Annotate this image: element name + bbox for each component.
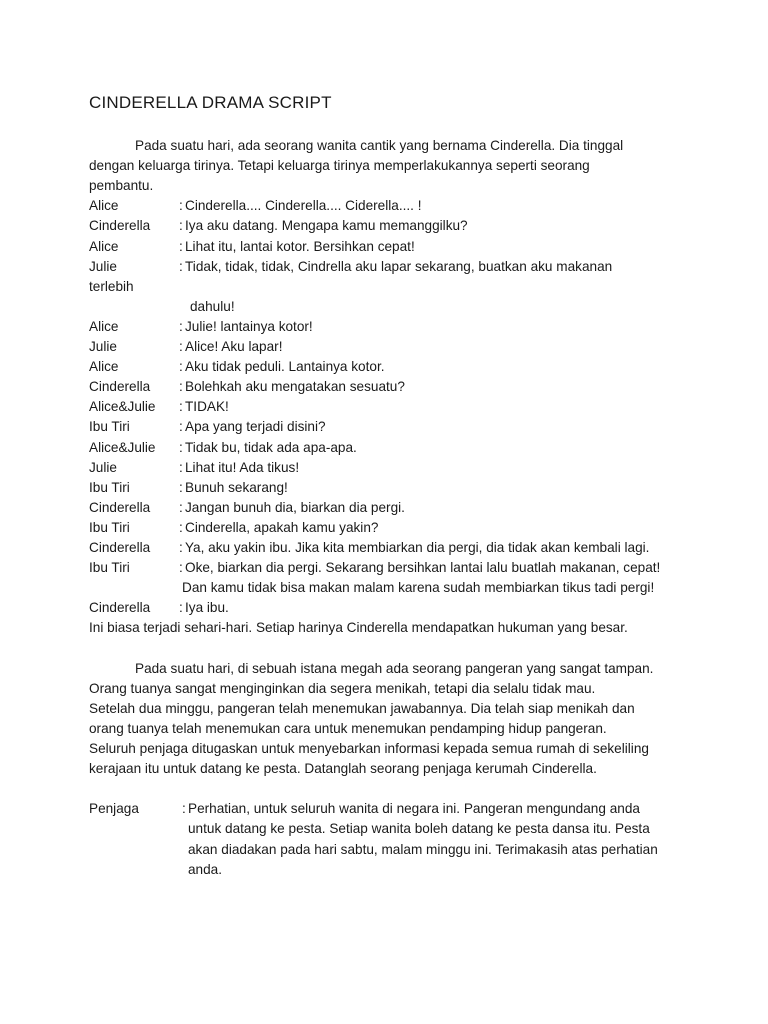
narration-line: Seluruh penjaga ditugaskan untuk menyebarkan informasi kepada semua rumah di sekeliling bbox=[89, 741, 649, 756]
speaker-name: Ibu Tiri bbox=[89, 560, 130, 576]
dialogue-continuation: dahulu! bbox=[190, 298, 235, 314]
colon-separator: : bbox=[179, 218, 183, 234]
colon-separator: : bbox=[179, 519, 183, 535]
dialogue-line: TIDAK! bbox=[185, 399, 229, 415]
narration-line: Orang tuanya sangat menginginkan dia segera menikah, tetapi dia selalu tidak mau. bbox=[89, 680, 596, 696]
dialogue-line: Iya ibu. bbox=[185, 600, 229, 616]
colon-separator: : bbox=[179, 238, 183, 254]
speaker-name: Julie bbox=[89, 459, 117, 475]
narration-line: orang tuanya telah menemukan cara untuk menemukan pendamping hidup pangeran. bbox=[89, 720, 607, 736]
colon-separator: : bbox=[182, 801, 186, 817]
narration-line: kerajaan itu untuk datang ke pesta. Datanglah seorang penjaga kerumah Cinderella. bbox=[89, 761, 597, 777]
speaker-name: Alice bbox=[89, 318, 119, 334]
speaker-name: Ibu Tiri bbox=[89, 419, 130, 435]
colon-separator: : bbox=[179, 499, 183, 515]
dialogue-line: Cinderella.... Cinderella.... Ciderella.... ! bbox=[185, 198, 422, 214]
speaker-name: Alice&Julie bbox=[89, 399, 156, 415]
speaker-name: Alice bbox=[89, 198, 119, 214]
dialogue-line: Oke, biarkan dia pergi. Sekarang bersihkan lantai lalu buatlah makanan, cepat! bbox=[185, 560, 661, 576]
dialogue-line: Ya, aku yakin ibu. Jika kita membiarkan dia pergi, dia tidak akan kembali lagi. bbox=[185, 540, 650, 555]
colon-separator: : bbox=[179, 540, 183, 555]
intro-line: pembantu. bbox=[89, 178, 154, 194]
narration-line: Setelah dua minggu, pangeran telah menemukan jawabannya. Dia telah siap menikah dan bbox=[89, 700, 635, 716]
colon-separator: : bbox=[179, 560, 183, 576]
colon-separator: : bbox=[179, 258, 183, 274]
colon-separator: : bbox=[179, 399, 183, 415]
speaker-name: Ibu Tiri bbox=[89, 479, 130, 495]
colon-separator: : bbox=[179, 459, 183, 475]
dialogue-line: Aku tidak peduli. Lantainya kotor. bbox=[185, 359, 385, 375]
speaker-name: Julie bbox=[89, 339, 117, 354]
colon-separator: : bbox=[179, 359, 183, 375]
speaker-name: Cinderella bbox=[89, 540, 151, 555]
speaker-name: Cinderella bbox=[89, 600, 151, 616]
colon-separator: : bbox=[179, 419, 183, 435]
dialogue-line: Tidak bu, tidak ada apa-apa. bbox=[185, 439, 357, 455]
colon-separator: : bbox=[179, 198, 183, 214]
speaker-name: Cinderella bbox=[89, 499, 151, 515]
dialogue-line: Lihat itu! Ada tikus! bbox=[185, 459, 300, 475]
dialogue-line: Jangan bunuh dia, biarkan dia pergi. bbox=[185, 499, 405, 515]
colon-separator: : bbox=[179, 318, 183, 334]
dialogue-line: Iya aku datang. Mengapa kamu memanggilku? bbox=[185, 218, 468, 234]
wrapped-line: Ini biasa terjadi sehari-hari. Setiap harinya Cinderella mendapatkan hukuman yang besar. bbox=[89, 620, 628, 636]
intro-line: Pada suatu hari, ada seorang wanita cantik yang bernama Cinderella. Dia tinggal bbox=[135, 138, 624, 153]
speaker-name: Alice bbox=[89, 359, 119, 375]
dialogue-line: Julie! lantainya kotor! bbox=[185, 318, 313, 334]
dialogue-line: Lihat itu, lantai kotor. Bersihkan cepat! bbox=[185, 238, 415, 254]
wrapped-line: terlebih bbox=[89, 278, 134, 294]
speaker-name: Ibu Tiri bbox=[89, 519, 130, 535]
dialogue-line: Perhatian, untuk seluruh wanita di negara ini. Pangeran mengundang anda bbox=[188, 801, 640, 817]
dialogue-line: Apa yang terjadi disini? bbox=[185, 419, 326, 435]
dialogue-line: akan diadakan pada hari sabtu, malam minggu ini. Terimakasih atas perhatian bbox=[188, 841, 658, 857]
speaker-name: Cinderella bbox=[89, 218, 151, 234]
colon-separator: : bbox=[179, 600, 183, 616]
speaker-name: Penjaga bbox=[89, 801, 139, 817]
narration-line: Pada suatu hari, di sebuah istana megah ada seorang pangeran yang sangat tampan. bbox=[135, 660, 654, 676]
speaker-name: Cinderella bbox=[89, 379, 151, 395]
dialogue-continuation: Dan kamu tidak bisa makan malam karena sudah membiarkan tikus tadi pergi! bbox=[182, 580, 655, 596]
speaker-name: Julie bbox=[89, 258, 117, 274]
colon-separator: : bbox=[179, 439, 183, 455]
colon-separator: : bbox=[179, 339, 183, 354]
dialogue-line: untuk datang ke pesta. Setiap wanita boleh datang ke pesta dansa itu. Pesta bbox=[188, 821, 650, 837]
colon-separator: : bbox=[179, 379, 183, 395]
speaker-name: Alice&Julie bbox=[89, 439, 156, 455]
dialogue-line: Bunuh sekarang! bbox=[185, 479, 288, 495]
document-title: CINDERELLA DRAMA SCRIPT bbox=[89, 93, 332, 112]
speaker-name: Alice bbox=[89, 238, 119, 254]
dialogue-line: Tidak, tidak, tidak, Cindrella aku lapar sekarang, buatkan aku makanan bbox=[185, 258, 613, 274]
intro-line: dengan keluarga tirinya. Tetapi keluarga tirinya memperlakukannya seperti seorang bbox=[89, 158, 590, 174]
dialogue-line: Cinderella, apakah kamu yakin? bbox=[185, 519, 379, 535]
dialogue-line: anda. bbox=[188, 861, 223, 877]
colon-separator: : bbox=[179, 479, 183, 495]
dialogue-line: Bolehkah aku mengatakan sesuatu? bbox=[185, 379, 405, 395]
dialogue-line: Alice! Aku lapar! bbox=[185, 339, 283, 354]
